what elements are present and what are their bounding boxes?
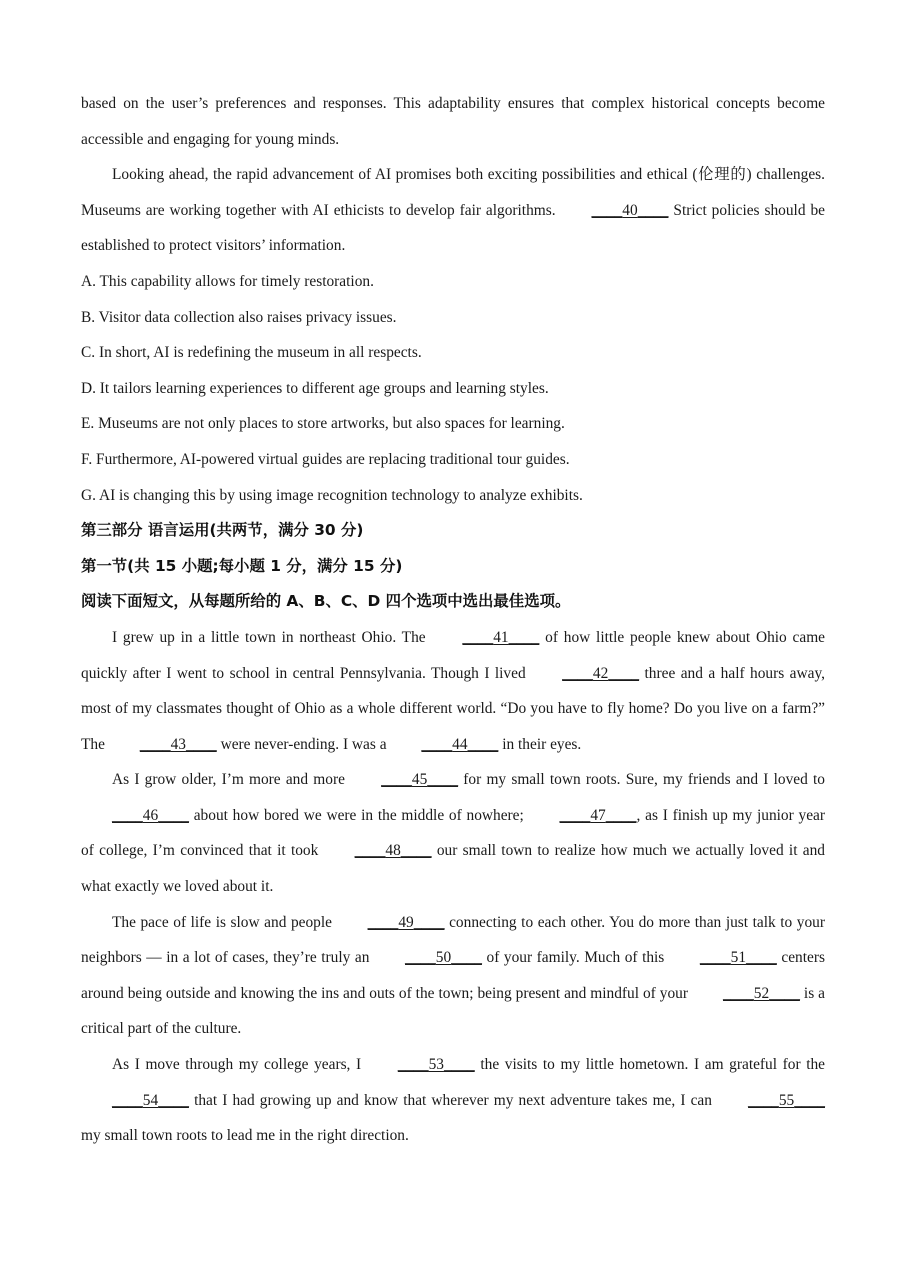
cloze-text: that I had growing up and know that wherever my next adventure takes me, I can	[194, 1091, 712, 1109]
cloze-text: is a critical part of the culture.	[81, 984, 825, 1038]
cloze-text: of your family. Much of this	[486, 949, 665, 967]
option-c: C. In short, AI is redefining the museum in all respects.	[81, 344, 422, 362]
blank-44: ____44____	[421, 735, 499, 753]
reading-paragraph-looking-ahead	[81, 157, 825, 264]
blank-47: ____47____	[559, 806, 637, 824]
cloze-text: As I move through my college years, I	[112, 1056, 362, 1074]
section-title: 第一节(共 15 小题;每小题 1 分，满分 15 分)	[81, 556, 403, 575]
blank-52: ____52____	[722, 984, 800, 1002]
cloze-text: of how little people knew about Ohio came quickly after I went to school in central Pennsylvania. Though I lived	[81, 628, 825, 682]
cloze-text: the visits to my little hometown. I am grateful for the	[480, 1056, 825, 1074]
cloze-text: , as I finish up my junior year of college, I’m convinced that it took	[81, 806, 825, 860]
option-g: G. AI is changing this by using image recognition technology to analyze exhibits.	[81, 486, 583, 504]
cloze-text: my small town roots to lead me in the right direction.	[81, 1127, 409, 1145]
cloze-text: connecting to each other. You do more than just talk to your neighbors — in a lot of cases, they’re truly an	[81, 913, 826, 967]
document-page	[81, 86, 825, 1154]
cloze-text: in their eyes.	[502, 735, 582, 753]
reading-text: Looking ahead, the rapid advancement of AI promises both exciting possibilities and ethical (伦理的) challenges. Museums are working together with AI ethicists to develop fair algorithms.	[81, 166, 825, 219]
cloze-paragraph-4	[81, 1047, 825, 1154]
part-title: 第三部分 语言运用(共两节，满分 30 分)	[81, 521, 364, 540]
blank-40: ____40____	[591, 201, 669, 219]
option-d: D. It tailors learning experiences to different age groups and learning styles.	[81, 379, 549, 397]
cloze-text: As I grow older, I’m more and more	[112, 771, 345, 789]
cloze-text: our small town to realize how much we actually loved it and what exactly we loved about it.	[81, 842, 825, 896]
blank-54: ____54____	[112, 1091, 189, 1109]
reading-text: Strict policies should be established to protect visitors’ information.	[81, 201, 825, 255]
blank-51: ____51____	[699, 949, 777, 967]
blank-46: ____46____	[112, 806, 189, 824]
blank-41: ____41____	[462, 628, 540, 646]
option-f: F. Furthermore, AI-powered virtual guides are replacing traditional tour guides.	[81, 450, 570, 468]
cloze-text: were never-ending. I was a	[220, 735, 387, 753]
option-b: B. Visitor data collection also raises privacy issues.	[81, 308, 397, 326]
cloze-text: three and a half hours away, most of my classmates thought of Ohio as a whole different world. “Do you have to fly home? Do you live on a farm?” The	[81, 664, 825, 753]
instruction: 阅读下面短文，从每题所给的 A、B、C、D 四个选项中选出最佳选项。	[81, 592, 571, 611]
blank-43: ____43____	[139, 735, 217, 753]
option-a: A. This capability allows for timely restoration.	[81, 272, 374, 290]
cloze-text: for my small town roots. Sure, my friends and I loved to	[463, 771, 825, 789]
cloze-paragraph-3	[81, 905, 825, 1047]
option-e: E. Museums are not only places to store artworks, but also spaces for learning.	[81, 415, 565, 433]
options-list	[81, 264, 825, 513]
blank-42: ____42____	[562, 664, 640, 682]
blank-45: ____45____	[381, 771, 459, 789]
cloze-text: about how bored we were in the middle of nowhere;	[193, 806, 524, 824]
cloze-paragraph-2	[81, 762, 825, 904]
blank-49: ____49____	[367, 913, 445, 931]
cloze-paragraph-1	[81, 620, 825, 762]
cloze-text: I grew up in a little town in northeast Ohio. The	[112, 628, 426, 646]
blank-55: ____55____	[748, 1091, 825, 1109]
reading-paragraph-continued: based on the user’s preferences and responses. This adaptability ensures that complex historical concepts become accessible and engaging for young minds.	[81, 95, 825, 148]
blank-53: ____53____	[397, 1056, 475, 1074]
cloze-text: The pace of life is slow and people	[112, 913, 332, 931]
blank-50: ____50____	[405, 949, 482, 967]
cloze-text: centers around being outside and knowing the ins and outs of the town; being present and mindful of your	[81, 949, 825, 1002]
blank-48: ____48____	[354, 842, 432, 860]
